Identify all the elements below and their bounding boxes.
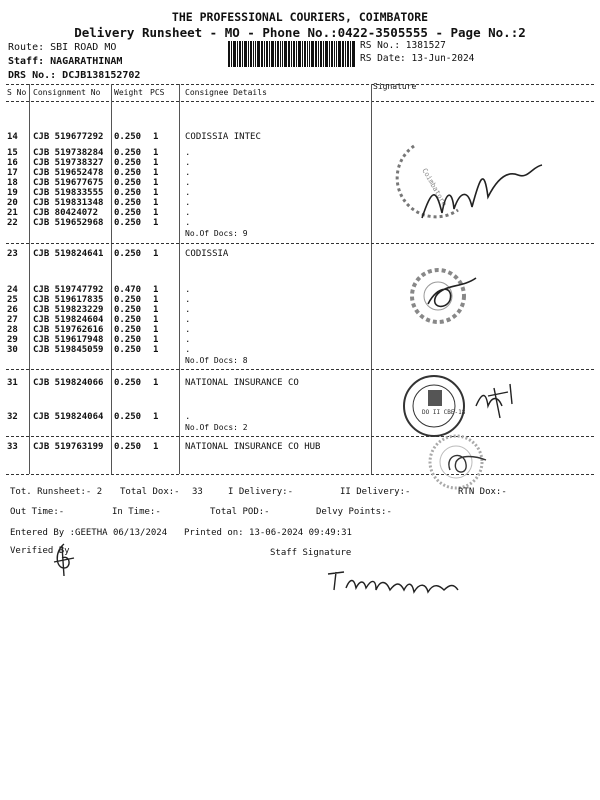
- row-pcs: 1: [153, 178, 159, 188]
- row-consignment: CJB 519677292: [33, 132, 104, 142]
- row-weight: 0.250: [114, 208, 142, 218]
- entered-by: Entered By :GEETHA 06/13/2024: [10, 528, 168, 538]
- row-weight: 0.250: [114, 218, 142, 228]
- in-time: In Time:-: [112, 507, 161, 517]
- row-sno: 17: [7, 168, 18, 178]
- row-consignment: CJB 519823229: [33, 305, 104, 315]
- barcode-image: [228, 41, 356, 67]
- row-details: .: [185, 148, 191, 158]
- row-weight: 0.250: [114, 168, 142, 178]
- col-consignment: Consignment No: [33, 88, 101, 97]
- col-consignee: Consignee Details: [185, 88, 267, 97]
- col-divider: [111, 84, 112, 474]
- row-consignment: CJB 519824641: [33, 249, 104, 259]
- row-details: .: [185, 345, 191, 355]
- row-weight: 0.250: [114, 295, 142, 305]
- row-weight: 0.470: [114, 285, 142, 295]
- row-pcs: 1: [153, 295, 159, 305]
- rtn-dox: RTN Dox:-: [458, 487, 507, 497]
- row-consignee: CODISSIA: [185, 249, 229, 259]
- row-pcs: 1: [153, 218, 159, 228]
- col-signature: Signature: [373, 82, 417, 91]
- group-separator: [6, 243, 594, 244]
- col-pcs: PCS: [150, 88, 165, 97]
- row-consignment: CJB 519617948: [33, 335, 104, 345]
- row-weight: 0.250: [114, 188, 142, 198]
- row-details: .: [185, 295, 191, 305]
- row-sno: 29: [7, 335, 18, 345]
- row-consignment: CJB 519824064: [33, 412, 104, 422]
- row-details: .: [185, 208, 191, 218]
- row-pcs: 1: [153, 168, 159, 178]
- delvy-points: Delvy Points:-: [316, 507, 392, 517]
- row-weight: 0.250: [114, 249, 142, 259]
- row-sno: 26: [7, 305, 18, 315]
- row-consignment: CJB 519831348: [33, 198, 104, 208]
- company-name: THE PROFESSIONAL COURIERS, COIMBATORE: [171, 10, 429, 24]
- row-consignment: CJB 519747792: [33, 285, 104, 295]
- row-weight: 0.250: [114, 198, 142, 208]
- row-pcs: 1: [153, 285, 159, 295]
- row-consignment: CJB 519738284: [33, 148, 104, 158]
- row-weight: 0.250: [114, 345, 142, 355]
- rs-date: RS Date: 13-Jun-2024: [360, 53, 475, 64]
- row-pcs: 1: [153, 208, 159, 218]
- row-weight: 0.250: [114, 412, 142, 422]
- row-details: .: [185, 218, 191, 228]
- row-details: .: [185, 305, 191, 315]
- row-weight: 0.250: [114, 132, 142, 142]
- row-pcs: 1: [153, 315, 159, 325]
- route-label: Route: SBI ROAD MO: [8, 42, 117, 53]
- row-weight: 0.250: [114, 442, 142, 452]
- total-dox-label: Total Dox:-: [120, 487, 180, 497]
- row-weight: 0.250: [114, 158, 142, 168]
- row-consignment: CJB 519738327: [33, 158, 104, 168]
- row-sno: 21: [7, 208, 18, 218]
- row-sno: 20: [7, 198, 18, 208]
- row-weight: 0.250: [114, 305, 142, 315]
- row-pcs: 1: [153, 305, 159, 315]
- row-pcs: 1: [153, 188, 159, 198]
- row-pcs: 1: [153, 345, 159, 355]
- row-sno: 23: [7, 249, 18, 259]
- table-top-rule: [6, 84, 594, 85]
- i-delivery: I Delivery:-: [228, 487, 294, 497]
- row-weight: 0.250: [114, 325, 142, 335]
- row-sno: 15: [7, 148, 18, 158]
- row-consignment: CJB 519833555: [33, 188, 104, 198]
- drs-number: DRS No.: DCJB138152702: [8, 70, 141, 81]
- row-pcs: 1: [153, 335, 159, 345]
- row-details: .: [185, 325, 191, 335]
- row-sno: 16: [7, 158, 18, 168]
- row-sno: 27: [7, 315, 18, 325]
- ii-delivery: II Delivery:-: [340, 487, 411, 497]
- row-consignment: CJB 519763199: [33, 442, 104, 452]
- col-divider: [179, 84, 180, 474]
- table-header-rule: [6, 101, 594, 102]
- row-pcs: 1: [153, 198, 159, 208]
- row-consignment: CJB 519762616: [33, 325, 104, 335]
- col-sno: S No: [7, 88, 27, 97]
- col-weight: Weight: [114, 88, 143, 97]
- row-weight: 0.250: [114, 148, 142, 158]
- row-pcs: 1: [153, 158, 159, 168]
- row-consignment: CJB 519824604: [33, 315, 104, 325]
- verifier-signature: [50, 540, 80, 580]
- docs-count-text: No.Of Docs: 9: [185, 229, 248, 238]
- row-consignee: CODISSIA INTEC: [185, 132, 261, 142]
- row-pcs: 1: [153, 378, 159, 388]
- row-details: .: [185, 158, 191, 168]
- tot-runsheet: Tot. Runsheet:- 2: [10, 487, 103, 497]
- docs-count-text: No.Of Docs: 2: [185, 423, 248, 432]
- col-divider: [29, 84, 30, 474]
- row-weight: 0.250: [114, 315, 142, 325]
- row-weight: 0.250: [114, 378, 142, 388]
- row-pcs: 1: [153, 412, 159, 422]
- row-pcs: 1: [153, 132, 159, 142]
- row-consignee: NATIONAL INSURANCE CO: [185, 378, 299, 388]
- row-sno: 24: [7, 285, 18, 295]
- row-sno: 25: [7, 295, 18, 305]
- row-weight: 0.250: [114, 178, 142, 188]
- col-divider: [371, 84, 372, 474]
- stamp-text: DO II CBE-18: [422, 409, 466, 416]
- row-sno: 31: [7, 378, 18, 388]
- row-consignment: CJB 80424072: [33, 208, 99, 218]
- row-consignee: NATIONAL INSURANCE CO HUB: [185, 442, 321, 452]
- runsheet-title: Delivery Runsheet - MO - Phone No.:0422-3505555 - Page No.:2: [74, 25, 526, 40]
- row-sno: 30: [7, 345, 18, 355]
- row-consignment: CJB 519652478: [33, 168, 104, 178]
- total-dox-value: 33: [192, 487, 203, 497]
- row-consignment: CJB 519677675: [33, 178, 104, 188]
- row-pcs: 1: [153, 148, 159, 158]
- out-time: Out Time:-: [10, 507, 65, 517]
- row-pcs: 1: [153, 249, 159, 259]
- staff-signature-label: Staff Signature: [270, 548, 352, 558]
- printed-on: Printed on: 13-06-2024 09:49:31: [184, 528, 352, 538]
- row-consignment: CJB 519652968: [33, 218, 104, 228]
- row-pcs: 1: [153, 442, 159, 452]
- row-details: .: [185, 168, 191, 178]
- row-consignment: CJB 519617835: [33, 295, 104, 305]
- rs-number: RS No.: 1381527: [360, 40, 446, 51]
- staff-signature: [322, 560, 482, 600]
- row-details: .: [185, 315, 191, 325]
- docs-count-text: No.Of Docs: 8: [185, 356, 248, 365]
- row-details: .: [185, 188, 191, 198]
- row-details: .: [185, 198, 191, 208]
- row-pcs: 1: [153, 325, 159, 335]
- row-sno: 18: [7, 178, 18, 188]
- total-pod: Total POD:-: [210, 507, 270, 517]
- verified-by: Verified By: [10, 546, 70, 556]
- codissia-intec-stamp-signature: [400, 140, 560, 230]
- row-consignment: CJB 519824066: [33, 378, 104, 388]
- row-sno: 14: [7, 132, 18, 142]
- row-sno: 19: [7, 188, 18, 198]
- row-sno: 22: [7, 218, 18, 228]
- staff-label: Staff: NAGARATHINAM: [8, 56, 123, 67]
- row-details: .: [185, 335, 191, 345]
- hub-stamp-signature: [420, 432, 520, 492]
- row-details: .: [185, 285, 191, 295]
- row-sno: 32: [7, 412, 18, 422]
- row-consignment: CJB 519845059: [33, 345, 104, 355]
- row-weight: 0.250: [114, 335, 142, 345]
- codissia-stamp-signature: [408, 260, 498, 340]
- stamp-text: Coimbatore: [420, 167, 449, 208]
- row-details: .: [185, 412, 191, 422]
- row-sno: 33: [7, 442, 18, 452]
- row-details: .: [185, 178, 191, 188]
- row-sno: 28: [7, 325, 18, 335]
